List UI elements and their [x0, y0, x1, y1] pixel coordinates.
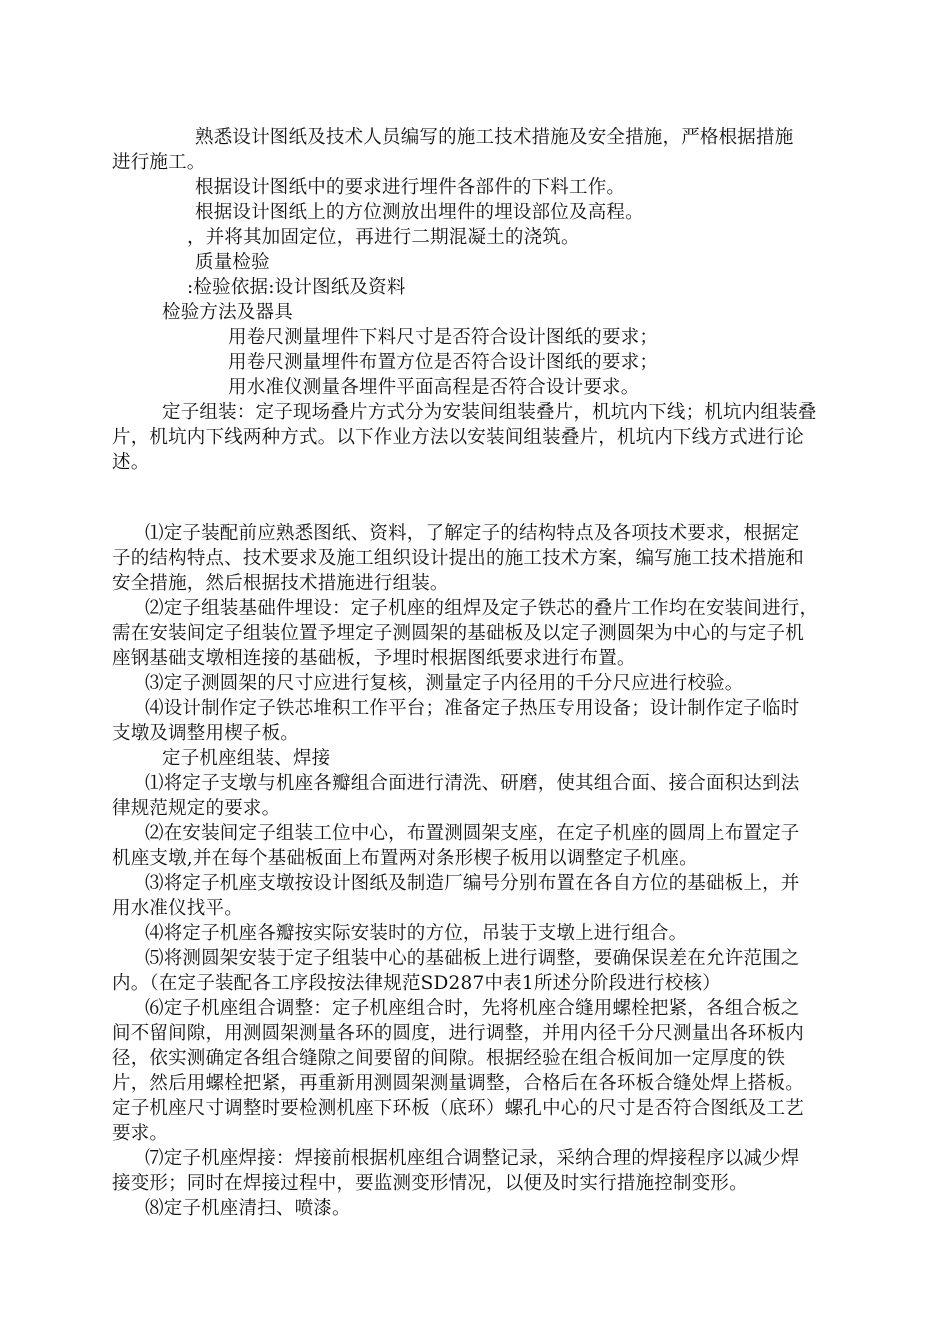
- text-line: 要求。: [112, 1123, 169, 1144]
- text-line: 熟悉设计图纸及技术人员编写的施工技术措施及安全措施，严格根据措施: [195, 127, 794, 148]
- text-line: 子的结构特点、技术要求及施工组织设计提出的施工技术方案，编写施工技术措施和: [112, 548, 804, 569]
- text-line: 接变形；同时在焊接过程中，要监测变形情况，以便及时实行措施控制变形。: [112, 1173, 748, 1194]
- text-line: :检验依据:设计图纸及资料: [187, 277, 406, 298]
- section-heading: 检验方法及器具: [162, 302, 293, 323]
- text-line: 径，依实测确定各组合缝隙之间要留的间隙。根据经验在组合板间加一定厚度的铁: [112, 1048, 786, 1069]
- section-heading: 定子机座组装、焊接: [162, 748, 331, 769]
- text-line: 机座支墩,并在每个基础板面上布置两对条形楔子板用以调整定子机座。: [112, 848, 698, 869]
- section-heading: 质量检验: [195, 252, 270, 273]
- text-line: ⑴将定子支墩与机座各瓣组合面进行清洗、研磨，使其组合面、接合面积达到法: [145, 773, 800, 794]
- text-line: 需在安装间定子组装位置予埋定子测圆架的基础板及以定子测圆架为中心的与定子机: [112, 623, 804, 644]
- text-line: 座钢基础支墩相连接的基础板，予埋时根据图纸要求进行布置。: [112, 648, 636, 669]
- text-line: ⑷设计制作定子铁芯堆积工作平台；准备定子热压专用设备；设计制作定子临时: [145, 698, 800, 719]
- text-line: 进行施工。: [112, 152, 206, 173]
- text-line: 安全措施，然后根据技术措施进行组装。: [112, 573, 449, 594]
- text-line: 律规范规定的要求。: [112, 798, 281, 819]
- text-line: 片，然后用螺栓把紧，再重新用测圆架测量调整，合格后在各环板合缝处焊上搭板。: [112, 1073, 804, 1094]
- text-line: ⑸将测圆架安装于定子组装中心的基础板上进行调整，要确保误差在允许范围之: [145, 948, 800, 969]
- text-line: 根据设计图纸中的要求进行埋件各部件的下料工作。: [195, 177, 626, 198]
- text-line: ⑶定子测圆架的尺寸应进行复核，测量定子内径用的千分尺应进行校验。: [145, 673, 744, 694]
- text-line: ⑶将定子机座支墩按设计图纸及制造厂编号分别布置在各自方位的基础板上，并: [145, 873, 800, 894]
- text-line: 用水准仪找平。: [112, 898, 243, 919]
- text-line: ⑵在安装间定子组装工位中心，布置测圆架支座，在定子机座的圆周上布置定子: [145, 823, 800, 844]
- text-line: ⑵定子组装基础件埋设：定子机座的组焊及定子铁芯的叠片工作均在安装间进行，: [145, 598, 819, 619]
- list-item: 用卷尺测量埋件下料尺寸是否符合设计图纸的要求；: [228, 327, 659, 348]
- text-line: 定子机座尺寸调整时要检测机座下环板（底环）螺孔中心的尺寸是否符合图纸及工艺: [112, 1098, 804, 1119]
- list-item: 用卷尺测量埋件布置方位是否符合设计图纸的要求；: [228, 352, 659, 373]
- text-line: ⑻定子机座清扫、喷漆。: [145, 1198, 351, 1219]
- text-line: 定子组装：定子现场叠片方式分为安装间组装叠片，机坑内下线；机坑内组装叠: [162, 402, 817, 423]
- text-line: ⑹定子机座组合调整：定子机座组合时，先将机座合缝用螺栓把紧，各组合板之: [145, 998, 800, 1019]
- list-item: 用水准仪测量各埋件平面高程是否符合设计要求。: [228, 377, 640, 398]
- text-line: ⑺定子机座焊接：焊接前根据机座组合调整记录，采纳合理的焊接程序以减少焊: [145, 1148, 800, 1169]
- text-line: 间不留间隙，用测圆架测量各环的圆度，进行调整，并用内径千分尺测量出各环板内: [112, 1023, 804, 1044]
- text-line: ⑴定子装配前应熟悉图纸、资料，了解定子的结构特点及各项技术要求，根据定: [145, 523, 800, 544]
- text-line: 述。: [112, 452, 150, 473]
- text-line: 内。（在定子装配各工序段按法律规范SD287中表1所述分阶段进行校核）: [112, 973, 721, 994]
- text-line: ⑷将定子机座各瓣按实际安装时的方位，吊装于支墩上进行组合。: [145, 923, 688, 944]
- text-line: 根据设计图纸上的方位测放出埋件的埋设部位及高程。: [195, 202, 644, 223]
- text-line: 支墩及调整用楔子板。: [112, 723, 300, 744]
- text-line: ，并将其加固定位，再进行二期混凝土的浇筑。: [187, 227, 580, 248]
- text-line: 片，机坑内下线两种方式。以下作业方法以安装间组装叠片，机坑内下线方式进行论: [112, 427, 804, 448]
